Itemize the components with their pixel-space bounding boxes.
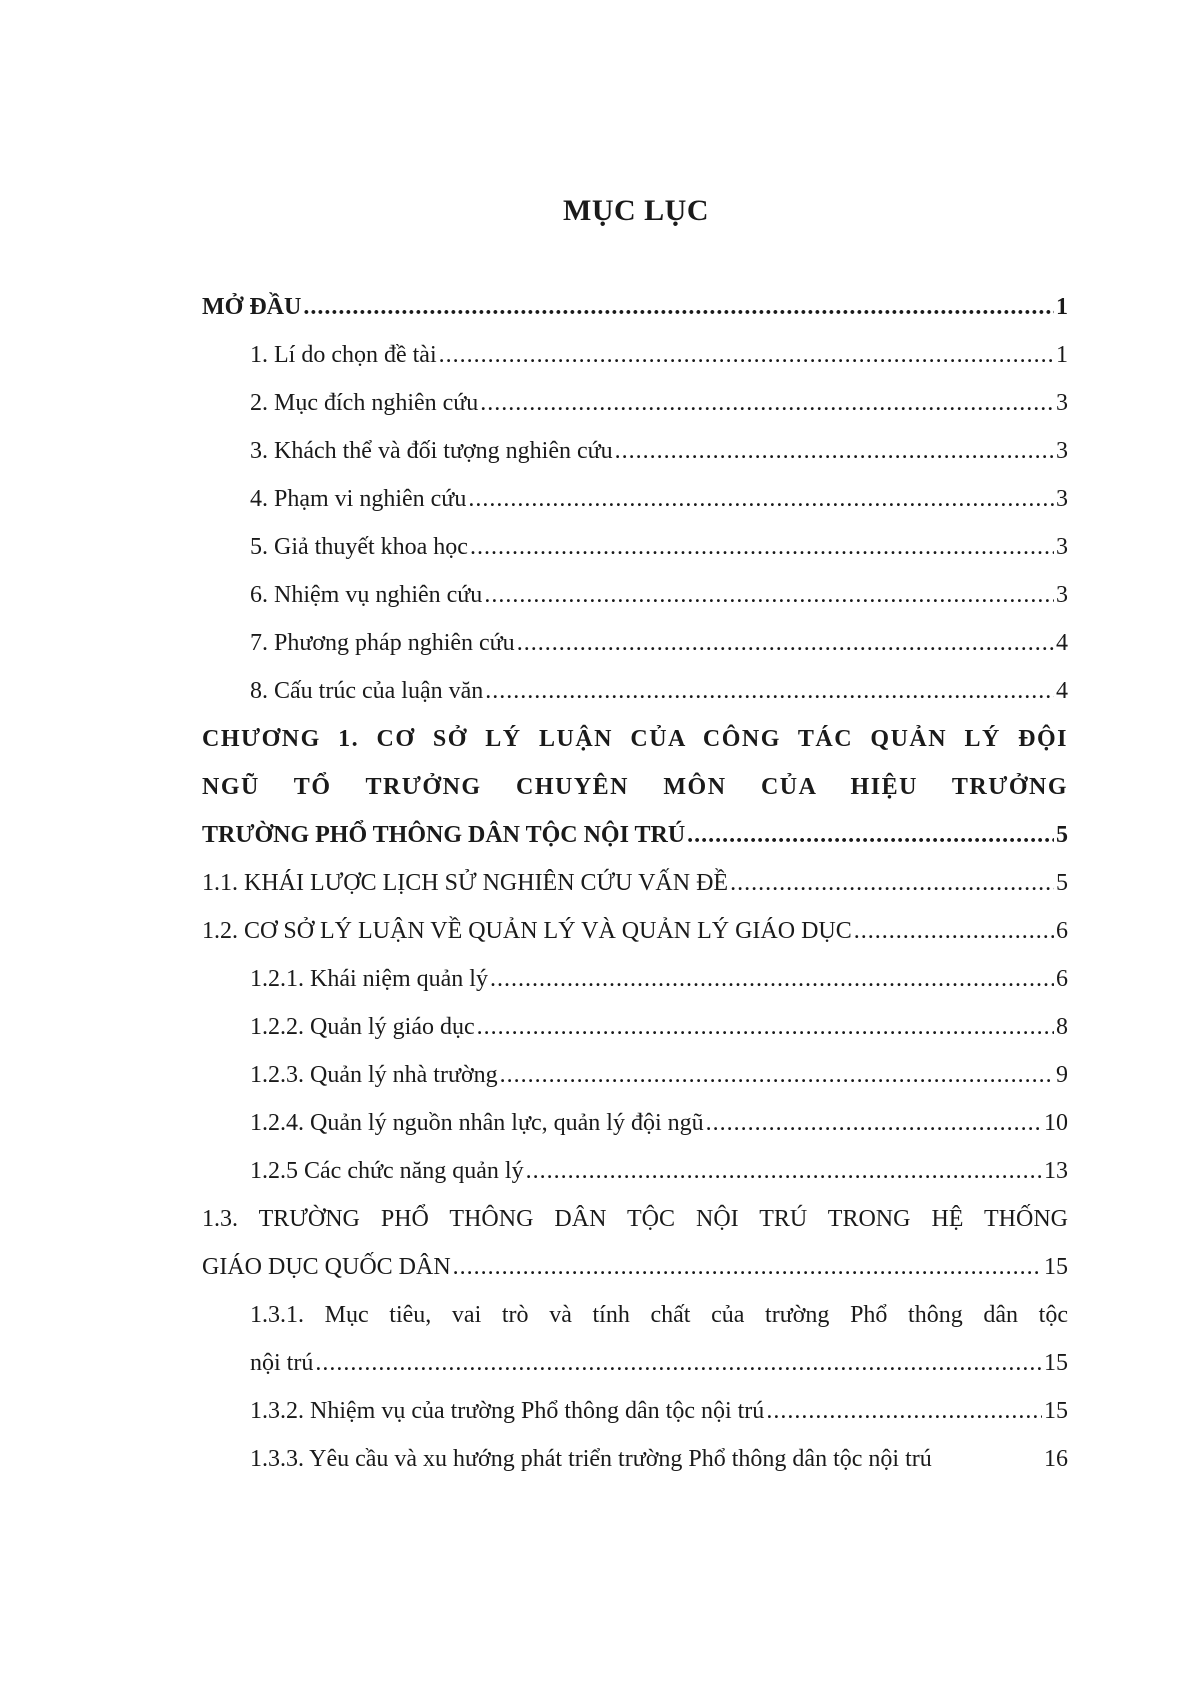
toc-page-number: 10 — [1044, 1110, 1068, 1136]
toc-entry-label: 6. Nhiệm vụ nghiên cứu — [250, 582, 483, 608]
toc-page-number: 3 — [1056, 582, 1068, 608]
toc-entry-label: 4. Phạm vi nghiên cứu — [250, 486, 467, 512]
toc-page-number: 3 — [1056, 486, 1068, 512]
toc-entry-section-1-3-1[interactable] — [202, 1291, 1068, 1387]
toc-page-number: 6 — [1056, 966, 1068, 992]
dot-leader — [500, 1051, 1054, 1099]
dot-leader — [687, 811, 1054, 859]
dot-leader — [485, 667, 1054, 715]
toc-page-number: 5 — [1056, 822, 1068, 848]
toc-entry-label: 1.2. CƠ SỞ LÝ LUẬN VỀ QUẢN LÝ VÀ QUẢN LÝ GIÁO DỤC — [202, 918, 852, 944]
toc-entry-label-line1: CHƯƠNG 1. CƠ SỞ LÝ LUẬN CỦA CÔNG TÁC QUẢN LÝ ĐỘI — [202, 726, 1068, 752]
table-of-contents — [202, 283, 1068, 1483]
dot-leader — [490, 955, 1054, 1003]
toc-entry-label-line3: TRƯỜNG PHỔ THÔNG DÂN TỘC NỘI TRÚ — [202, 822, 686, 848]
toc-entry-section-1-1[interactable] — [202, 859, 1068, 907]
toc-entry[interactable] — [202, 571, 1068, 619]
toc-entry-label: 2. Mục đích nghiên cứu — [250, 390, 479, 416]
toc-page-number: 5 — [1056, 870, 1068, 896]
toc-page-number: 4 — [1056, 678, 1068, 704]
page-title: MỤC LỤC — [563, 194, 709, 227]
toc-entry-label: 7. Phương pháp nghiên cứu — [250, 630, 515, 656]
toc-entry-label: 1.3.3. Yêu cầu và xu hướng phát triển trường Phổ thông dân tộc nội trú — [250, 1446, 932, 1472]
toc-page-number: 16 — [1044, 1446, 1068, 1472]
toc-entry-last-line — [202, 1243, 1068, 1291]
toc-page-number: 13 — [1044, 1158, 1068, 1184]
toc-entry[interactable] — [202, 1147, 1068, 1195]
dot-leader — [484, 571, 1054, 619]
dot-leader — [615, 427, 1054, 475]
toc-page-number: 15 — [1044, 1254, 1068, 1280]
toc-entry-section-1-3-2[interactable] — [202, 1387, 1068, 1435]
toc-entry-section-1-2[interactable] — [202, 907, 1068, 955]
toc-page-number: 8 — [1056, 1014, 1068, 1040]
dot-leader — [468, 475, 1054, 523]
dot-leader — [315, 1339, 1042, 1387]
toc-entry-last-line — [202, 811, 1068, 859]
toc-page-number: 15 — [1044, 1398, 1068, 1424]
toc-entry[interactable] — [202, 619, 1068, 667]
dot-leader — [470, 523, 1054, 571]
toc-page-number: 1 — [1056, 294, 1068, 320]
toc-entry-chapter-1[interactable] — [202, 715, 1068, 859]
toc-entry[interactable] — [202, 1099, 1068, 1147]
dot-leader — [477, 1003, 1054, 1051]
toc-entry-label: 1.2.4. Quản lý nguồn nhân lực, quản lý đội ngũ — [250, 1110, 704, 1136]
toc-page-number: 1 — [1056, 342, 1068, 368]
toc-page-number: 15 — [1044, 1350, 1068, 1376]
toc-entry-label: 3. Khách thể và đối tượng nghiên cứu — [250, 438, 613, 464]
toc-entry[interactable] — [202, 667, 1068, 715]
toc-page-number: 6 — [1056, 918, 1068, 944]
toc-entry-last-line — [250, 1339, 1068, 1387]
toc-entry-label: 1.2.1. Khái niệm quản lý — [250, 966, 488, 992]
toc-entry[interactable] — [202, 1051, 1068, 1099]
dot-leader — [517, 619, 1054, 667]
dot-leader — [439, 331, 1054, 379]
toc-entry[interactable] — [202, 331, 1068, 379]
toc-entry[interactable] — [202, 379, 1068, 427]
toc-entry-label-line2: nội trú — [250, 1350, 314, 1376]
toc-entry[interactable] — [202, 523, 1068, 571]
toc-entry-label-line2: NGŨ TỔ TRƯỞNG CHUYÊN MÔN CỦA HIỆU TRƯỞNG — [202, 774, 1068, 800]
toc-entry[interactable] — [202, 1003, 1068, 1051]
dot-leader — [730, 859, 1054, 907]
dot-leader — [766, 1387, 1042, 1435]
dot-leader — [706, 1099, 1042, 1147]
toc-page-number: 4 — [1056, 630, 1068, 656]
toc-entry-label-line1: 1.3. TRƯỜNG PHỔ THÔNG DÂN TỘC NỘI TRÚ TRONG HỆ THỐNG — [202, 1206, 1068, 1232]
toc-entry-label-line1: 1.3.1. Mục tiêu, vai trò và tính chất của trường Phổ thông dân tộc — [250, 1302, 1068, 1328]
toc-entry[interactable] — [202, 475, 1068, 523]
toc-entry[interactable] — [202, 427, 1068, 475]
dot-leader — [303, 283, 1054, 331]
toc-entry-label: 1.1. KHÁI LƯỢC LỊCH SỬ NGHIÊN CỨU VẤN ĐỀ — [202, 870, 729, 896]
toc-entry-label: 1.3.2. Nhiệm vụ của trường Phổ thông dân tộc nội trú — [250, 1398, 765, 1424]
toc-entry-label: 8. Cấu trúc của luận văn — [250, 678, 484, 704]
toc-entry[interactable] — [202, 955, 1068, 1003]
toc-entry-label: MỞ ĐẦU — [202, 294, 302, 320]
toc-entry-section-1-3[interactable] — [202, 1195, 1068, 1291]
dot-leader — [480, 379, 1054, 427]
toc-entry-label: 1.2.5 Các chức năng quản lý — [250, 1158, 524, 1184]
dot-leader — [854, 907, 1054, 955]
toc-entry-label: 1.2.2. Quản lý giáo dục — [250, 1014, 475, 1040]
toc-page-number: 3 — [1056, 390, 1068, 416]
toc-entry-mo-dau[interactable] — [202, 283, 1068, 331]
dot-leader — [453, 1243, 1042, 1291]
toc-entry-section-1-3-3[interactable] — [202, 1435, 1068, 1483]
toc-entry-label: 1. Lí do chọn đề tài — [250, 342, 437, 368]
toc-page-number: 3 — [1056, 534, 1068, 560]
toc-page-number: 3 — [1056, 438, 1068, 464]
toc-entry-label: 5. Giả thuyết khoa học — [250, 534, 468, 560]
toc-entry-label-line2: GIÁO DỤC QUỐC DÂN — [202, 1254, 451, 1280]
toc-entry-label: 1.2.3. Quản lý nhà trường — [250, 1062, 498, 1088]
dot-leader — [526, 1147, 1042, 1195]
toc-page-number: 9 — [1056, 1062, 1068, 1088]
